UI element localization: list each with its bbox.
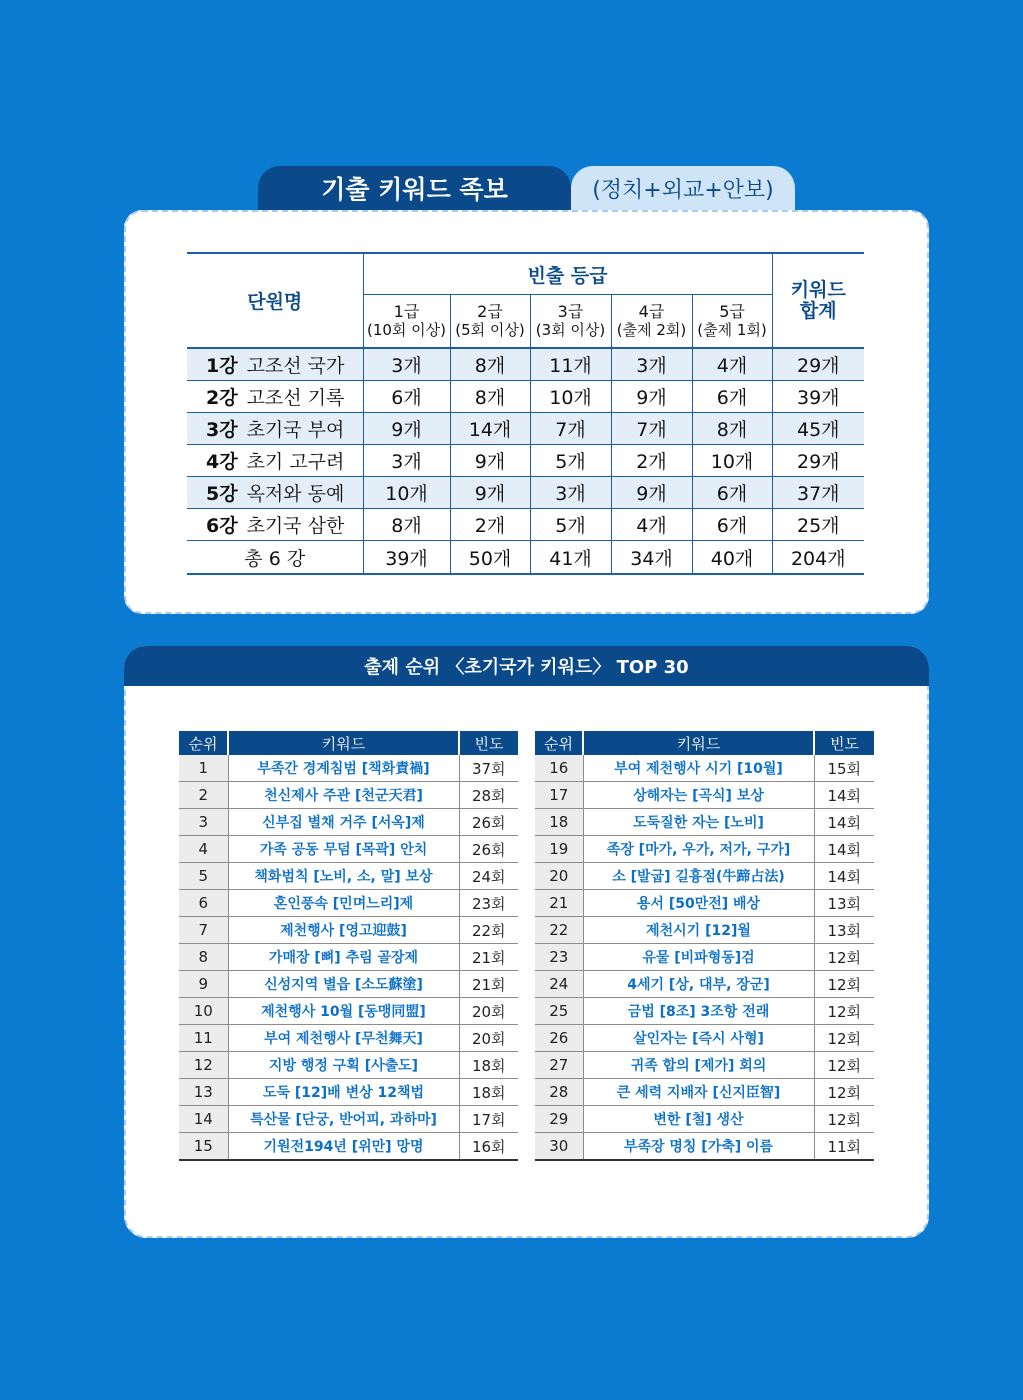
grade-count-cell: 8개 xyxy=(450,348,530,381)
keyword-cell: 신성지역 별읍 [소도蘇塗] xyxy=(228,971,459,998)
unit-name: 고조선 기록 xyxy=(246,387,345,409)
keyword-sum-cell: 29개 xyxy=(772,348,864,381)
unit-name: 옥저와 동예 xyxy=(246,483,345,505)
rank-cell: 24 xyxy=(535,971,583,998)
keyword-cell: 부여 제천행사 [무천舞天] xyxy=(228,1025,459,1052)
keyword-cell: 제천시기 [12]월 xyxy=(583,917,814,944)
frequency-cell: 12회 xyxy=(814,971,874,998)
grade-row xyxy=(187,477,864,509)
keyword-sum-cell: 37개 xyxy=(772,477,864,509)
col-keyword-header: 키워드 xyxy=(583,731,814,755)
total-count-cell: 34개 xyxy=(611,541,692,575)
grade-header-2: 2급 (5회 이상) xyxy=(450,295,530,349)
frequency-cell: 18회 xyxy=(459,1052,518,1079)
unit-number: 1강 xyxy=(206,355,238,377)
rank-cell: 12 xyxy=(179,1052,228,1079)
grade-count-cell: 9개 xyxy=(450,445,530,477)
ranking-row xyxy=(179,971,518,998)
frequency-cell: 37회 xyxy=(459,755,518,782)
grade-count-cell: 9개 xyxy=(450,477,530,509)
grade-count-cell: 8개 xyxy=(450,381,530,413)
unit-name: 초기국 삼한 xyxy=(246,515,345,537)
total-count-cell: 50개 xyxy=(450,541,530,575)
rank-cell: 3 xyxy=(179,809,228,836)
ranking-row xyxy=(535,1133,874,1161)
frequency-cell: 21회 xyxy=(459,971,518,998)
rank-cell: 21 xyxy=(535,890,583,917)
grade-header-4: 4급 (출제 2회) xyxy=(611,295,692,349)
grade-row xyxy=(187,348,864,381)
grade-count-cell: 8개 xyxy=(692,413,772,445)
grade-count-cell: 2개 xyxy=(450,509,530,541)
col-unit-header: 단원명 xyxy=(187,253,363,348)
total-label: 총 6 강 xyxy=(187,541,363,575)
total-count-cell: 40개 xyxy=(692,541,772,575)
rank-cell: 8 xyxy=(179,944,228,971)
keyword-cell: 변한 [철] 생산 xyxy=(583,1106,814,1133)
rank-cell: 27 xyxy=(535,1052,583,1079)
frequency-cell: 17회 xyxy=(459,1106,518,1133)
grade-count-cell: 9개 xyxy=(363,413,450,445)
keyword-cell: 특산물 [단궁, 반어피, 과하마] xyxy=(228,1106,459,1133)
grade-header-5: 5급 (출제 1회) xyxy=(692,295,772,349)
unit-name-cell xyxy=(187,381,363,413)
header-subtitle: (정치+외교+안보) xyxy=(571,166,795,210)
rank-cell: 7 xyxy=(179,917,228,944)
grade-count-cell: 6개 xyxy=(692,477,772,509)
col-rank-header: 순위 xyxy=(535,731,583,755)
ranking-row xyxy=(535,809,874,836)
keyword-cell: 4세기 [상, 대부, 장군] xyxy=(583,971,814,998)
keyword-cell: 지방 행정 구획 [사출도] xyxy=(228,1052,459,1079)
grade-count-cell: 3개 xyxy=(611,348,692,381)
rank-cell: 13 xyxy=(179,1079,228,1106)
frequency-cell: 13회 xyxy=(814,917,874,944)
total-count-cell: 39개 xyxy=(363,541,450,575)
grade-total-row xyxy=(187,541,864,575)
grade-count-cell: 14개 xyxy=(450,413,530,445)
ranking-row xyxy=(179,890,518,917)
keyword-cell: 족장 [마가, 우가, 저가, 구가] xyxy=(583,836,814,863)
ranking-row xyxy=(179,1133,518,1161)
ranking-row xyxy=(535,1052,874,1079)
keyword-sum-cell: 45개 xyxy=(772,413,864,445)
frequency-cell: 20회 xyxy=(459,1025,518,1052)
keyword-cell: 책화범칙 [노비, 소, 말] 보상 xyxy=(228,863,459,890)
ranking-row xyxy=(535,863,874,890)
frequency-cell: 12회 xyxy=(814,1025,874,1052)
grade-count-cell: 5개 xyxy=(530,509,611,541)
frequency-cell: 14회 xyxy=(814,782,874,809)
grade-count-cell: 4개 xyxy=(692,348,772,381)
frequency-cell: 14회 xyxy=(814,836,874,863)
col-rank-header: 순위 xyxy=(179,731,228,755)
col-group-header: 빈출 등급 xyxy=(363,253,772,295)
rank-cell: 25 xyxy=(535,998,583,1025)
rank-cell: 15 xyxy=(179,1133,228,1161)
unit-name-cell xyxy=(187,509,363,541)
grade-row xyxy=(187,445,864,477)
keyword-cell: 가매장 [뼈] 추림 골장제 xyxy=(228,944,459,971)
ranking-row xyxy=(535,782,874,809)
ranking-row xyxy=(535,944,874,971)
rank-cell: 17 xyxy=(535,782,583,809)
keyword-sum-cell: 39개 xyxy=(772,381,864,413)
grade-row xyxy=(187,413,864,445)
rank-cell: 5 xyxy=(179,863,228,890)
ranking-row xyxy=(179,755,518,782)
total-count-cell: 41개 xyxy=(530,541,611,575)
unit-name-cell xyxy=(187,445,363,477)
keyword-cell: 혼인풍속 [민며느리]제 xyxy=(228,890,459,917)
unit-name-cell xyxy=(187,348,363,381)
keyword-cell: 도둑질한 자는 [노비] xyxy=(583,809,814,836)
grade-count-cell: 10개 xyxy=(363,477,450,509)
grade-count-cell: 11개 xyxy=(530,348,611,381)
ranking-row xyxy=(535,1079,874,1106)
ranking-row xyxy=(535,1025,874,1052)
unit-name-cell xyxy=(187,477,363,509)
unit-name: 초기 고구려 xyxy=(246,451,345,473)
keyword-cell: 상해자는 [곡식] 보상 xyxy=(583,782,814,809)
keyword-cell: 도둑 [12]배 변상 12책법 xyxy=(228,1079,459,1106)
frequency-cell: 13회 xyxy=(814,890,874,917)
grade-count-cell: 6개 xyxy=(692,381,772,413)
unit-number: 3강 xyxy=(206,419,238,441)
ranking-row xyxy=(535,971,874,998)
rank-cell: 11 xyxy=(179,1025,228,1052)
frequency-cell: 24회 xyxy=(459,863,518,890)
frequency-cell: 12회 xyxy=(814,1106,874,1133)
frequency-cell: 20회 xyxy=(459,998,518,1025)
ranking-row xyxy=(179,1025,518,1052)
grade-count-cell: 7개 xyxy=(611,413,692,445)
ranking-table-right xyxy=(535,731,874,1161)
rank-cell: 18 xyxy=(535,809,583,836)
frequency-cell: 12회 xyxy=(814,998,874,1025)
rank-cell: 2 xyxy=(179,782,228,809)
grade-count-cell: 9개 xyxy=(611,381,692,413)
frequency-cell: 28회 xyxy=(459,782,518,809)
ranking-row xyxy=(179,1079,518,1106)
unit-number: 2강 xyxy=(206,387,238,409)
total-sum-cell: 204개 xyxy=(772,541,864,575)
frequency-cell: 11회 xyxy=(814,1133,874,1161)
ranking-row xyxy=(179,1106,518,1133)
col-freq-header: 빈도 xyxy=(814,731,874,755)
rank-cell: 28 xyxy=(535,1079,583,1106)
frequency-cell: 21회 xyxy=(459,944,518,971)
header-title: 기출 키워드 족보 xyxy=(258,166,571,210)
rank-cell: 26 xyxy=(535,1025,583,1052)
ranking-row xyxy=(535,998,874,1025)
col-sum-header: 키워드 합계 xyxy=(772,253,864,348)
grade-count-cell: 3개 xyxy=(530,477,611,509)
ranking-row xyxy=(179,917,518,944)
ranking-row xyxy=(535,890,874,917)
keyword-cell: 용서 [50만전] 배상 xyxy=(583,890,814,917)
keyword-cell: 천신제사 주관 [천군天君] xyxy=(228,782,459,809)
grade-count-cell: 2개 xyxy=(611,445,692,477)
rank-cell: 10 xyxy=(179,998,228,1025)
grade-row xyxy=(187,381,864,413)
keyword-sum-cell: 29개 xyxy=(772,445,864,477)
grade-count-cell: 3개 xyxy=(363,348,450,381)
rank-cell: 29 xyxy=(535,1106,583,1133)
ranking-table-left xyxy=(179,731,518,1161)
grade-count-cell: 10개 xyxy=(530,381,611,413)
grade-count-cell: 3개 xyxy=(363,445,450,477)
rank-cell: 6 xyxy=(179,890,228,917)
frequency-cell: 12회 xyxy=(814,944,874,971)
keyword-cell: 살인자는 [즉시 사형] xyxy=(583,1025,814,1052)
rank-cell: 1 xyxy=(179,755,228,782)
rank-cell: 22 xyxy=(535,917,583,944)
rank-cell: 16 xyxy=(535,755,583,782)
rank-cell: 23 xyxy=(535,944,583,971)
keyword-cell: 유물 [비파형동]검 xyxy=(583,944,814,971)
frequency-cell: 12회 xyxy=(814,1052,874,1079)
ranking-row xyxy=(179,782,518,809)
grade-header-1: 1급 (10회 이상) xyxy=(363,295,450,349)
ranking-row xyxy=(535,1106,874,1133)
frequency-cell: 18회 xyxy=(459,1079,518,1106)
ranking-row xyxy=(179,809,518,836)
grade-count-cell: 6개 xyxy=(692,509,772,541)
grade-count-cell: 9개 xyxy=(611,477,692,509)
frequency-cell: 26회 xyxy=(459,809,518,836)
keyword-cell: 부족간 경계침범 [책화責禍] xyxy=(228,755,459,782)
unit-number: 6강 xyxy=(206,515,238,537)
frequency-cell: 26회 xyxy=(459,836,518,863)
unit-name-cell xyxy=(187,413,363,445)
frequency-cell: 16회 xyxy=(459,1133,518,1161)
rank-cell: 30 xyxy=(535,1133,583,1161)
rank-cell: 19 xyxy=(535,836,583,863)
keyword-cell: 금법 [8조] 3조항 전래 xyxy=(583,998,814,1025)
ranking-row xyxy=(179,836,518,863)
col-freq-header: 빈도 xyxy=(459,731,518,755)
keyword-cell: 부여 제천행사 시기 [10월] xyxy=(583,755,814,782)
frequency-cell: 22회 xyxy=(459,917,518,944)
rank-cell: 14 xyxy=(179,1106,228,1133)
rank-cell: 9 xyxy=(179,971,228,998)
unit-name: 고조선 국가 xyxy=(246,355,345,377)
keyword-cell: 가족 공동 무덤 [목곽] 안치 xyxy=(228,836,459,863)
grade-count-cell: 8개 xyxy=(363,509,450,541)
ranking-row xyxy=(535,755,874,782)
rank-cell: 20 xyxy=(535,863,583,890)
grade-count-cell: 7개 xyxy=(530,413,611,445)
grade-row xyxy=(187,509,864,541)
unit-number: 4강 xyxy=(206,451,238,473)
keyword-sum-cell: 25개 xyxy=(772,509,864,541)
keyword-cell: 제천행사 [영고迎鼓] xyxy=(228,917,459,944)
grade-count-cell: 10개 xyxy=(692,445,772,477)
ranking-title: 출제 순위 〈초기국가 키워드〉 TOP 30 xyxy=(124,646,929,686)
keyword-cell: 신부집 별채 거주 [서옥]제 xyxy=(228,809,459,836)
keyword-cell: 제천행사 10월 [동맹同盟] xyxy=(228,998,459,1025)
keyword-cell: 기원전194년 [위만] 망명 xyxy=(228,1133,459,1161)
ranking-row xyxy=(535,917,874,944)
unit-number: 5강 xyxy=(206,483,238,505)
unit-name: 초기국 부여 xyxy=(246,419,345,441)
frequency-cell: 12회 xyxy=(814,1079,874,1106)
grade-header-3: 3급 (3회 이상) xyxy=(530,295,611,349)
rank-cell: 4 xyxy=(179,836,228,863)
grade-count-cell: 5개 xyxy=(530,445,611,477)
keyword-cell: 귀족 합의 [제가] 회의 xyxy=(583,1052,814,1079)
ranking-row xyxy=(535,836,874,863)
frequency-cell: 14회 xyxy=(814,863,874,890)
grade-count-cell: 4개 xyxy=(611,509,692,541)
ranking-row xyxy=(179,1052,518,1079)
ranking-row xyxy=(179,998,518,1025)
frequency-cell: 14회 xyxy=(814,809,874,836)
keyword-cell: 소 [발굽] 길흉점(牛蹄占法) xyxy=(583,863,814,890)
keyword-cell: 큰 세력 지배자 [신지臣智] xyxy=(583,1079,814,1106)
ranking-row xyxy=(179,944,518,971)
frequency-cell: 15회 xyxy=(814,755,874,782)
frequency-cell: 23회 xyxy=(459,890,518,917)
ranking-row xyxy=(179,863,518,890)
keyword-cell: 부족장 명칭 [가축] 이름 xyxy=(583,1133,814,1161)
col-keyword-header: 키워드 xyxy=(228,731,459,755)
grade-count-cell: 6개 xyxy=(363,381,450,413)
grade-table xyxy=(187,252,864,575)
